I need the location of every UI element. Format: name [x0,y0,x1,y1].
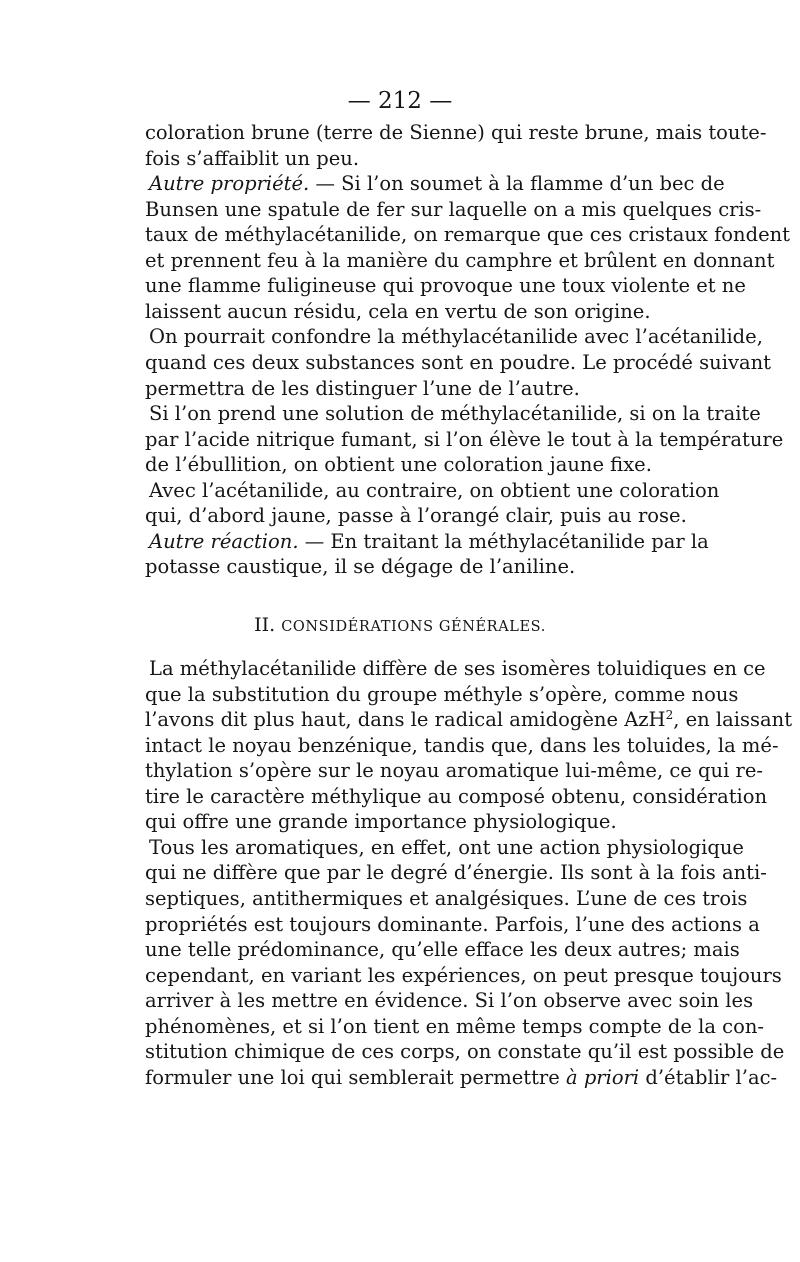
line-text: La méthylacétanilide diffère de ses isomères toluidiques en ce [149,657,766,680]
line-text: cependant, en variant les expériences, on peut presque toujours [145,963,782,987]
text-line [145,733,779,758]
line-text: propriétés est toujours dominante. Parfois, l’une des actions a [145,912,760,936]
line-text: qui, d’abord jaune, passe à l’orangé clair, puis au rose. [145,504,687,528]
text-line [145,784,768,809]
text-line [145,963,782,988]
line-text: Tous les aromatiques, en effet, ont une action physiologique [149,835,744,859]
line-text: formuler une loi qui semblerait permettre [145,1065,566,1089]
line-text: — Si l’on soumet à la flamme d’un bec de [309,172,725,196]
line-text: permettra de les distinguer l’une de l’autre. [145,376,580,400]
text-line [145,197,762,222]
text-line [145,937,740,962]
text-line [149,324,763,349]
text-line [145,376,680,401]
line-text: que la substitution du groupe méthyle s’opère, comme nous [145,682,739,706]
text-line [149,401,761,426]
text-line [145,1065,778,1090]
line-text: thylation s’opère sur le noyau aromatique lui-même, ce qui re- [145,759,763,783]
line-text: taux de méthylacétanilide, on remarque que ces cristaux fondent [145,223,791,247]
text-line [145,554,680,579]
line-text: l’avons dit plus haut, dans le radical amidogène AzH [145,708,666,732]
text-line [145,427,784,452]
text-line [149,529,709,554]
line-text: Bunsen une spatule de fer sur laquelle on a mis quelques cris- [145,197,762,221]
line-text: quand ces deux substances sont en poudre. Le procédé suivant [145,350,772,374]
line-text: intact le noyau benzénique, tandis que, dans les toluides, la mé- [145,733,779,757]
text-line [145,682,739,707]
text-line [145,1014,764,1039]
text-line [145,707,793,732]
text-line [145,248,775,273]
text-line [145,988,754,1013]
line-text: tire le caractère méthylique au composé obtenu, considération [145,784,768,808]
line-text: qui ne diffère que par le degré d’énergie. Ils sont à la fois anti- [145,861,767,885]
italic-term: à priori [566,1065,640,1089]
text-line [145,758,763,783]
section-title: CONSIDÉRATIONS GÉNÉRALES. [281,619,546,635]
text-line [149,656,766,681]
text-line [145,912,760,937]
line-text: stitution chimique de ces corps, on constate qu’il est possible de [145,1040,785,1064]
line-text: septiques, antithermiques et analgésiques. L’une de ces trois [145,886,748,910]
text-line [145,809,680,834]
line-text: laissent aucun résidu, cela en vertu de son origine. [145,299,651,323]
line-text-after: d’établir l’ac- [639,1065,778,1089]
line-text: une telle prédominance, qu’elle efface les deux autres; mais [145,938,740,962]
page-number-header: — 212 — [347,88,453,114]
text-line [145,860,767,885]
text-line [145,120,767,145]
line-text: qui offre une grande importance physiologique. [145,810,617,834]
text-line [145,452,680,477]
text-line [149,835,744,860]
italic-lead: Autre réaction. [149,529,299,553]
line-text-after: , en laissant [673,708,793,732]
line-text: phénomènes, et si l’on tient en même temps compte de la con- [145,1014,764,1038]
text-line [145,146,680,171]
text-line [145,273,746,298]
line-text: de l’ébullition, on obtient une coloration jaune fixe. [145,453,652,477]
line-text: et prennent feu à la manière du camphre et brûlent en donnant [145,248,775,272]
line-text: potasse caustique, il se dégage de l’aniline. [145,555,576,579]
line-text: Si l’on prend une solution de méthylacétanilide, si on la traite [149,402,761,426]
line-text: Avec l’acétanilide, au contraire, on obtient une coloration [149,478,720,502]
text-line [149,171,725,196]
line-text: arriver à les mettre en évidence. Si l’on observe avec soin les [145,989,754,1013]
line-text: une flamme fuligineuse qui provoque une toux violente et ne [145,274,746,298]
text-line [149,478,720,503]
line-text: — En traitant la méthylacétanilide par la [298,529,709,553]
section-heading [0,612,800,640]
line-text: fois s’affaiblit un peu. [145,146,360,170]
italic-lead: Autre propriété. [149,172,310,196]
text-line [145,222,791,247]
text-line [145,886,748,911]
text-line [145,503,687,528]
section-number: II. [254,614,276,636]
line-text: coloration brune (terre de Sienne) qui reste brune, mais toute- [145,121,767,144]
text-line [145,1039,785,1064]
superscript: 2 [665,708,674,723]
line-text: On pourrait confondre la méthylacétanilide avec l’acétanilide, [149,325,763,349]
line-text: par l’acide nitrique fumant, si l’on élève le tout à la température [145,427,784,451]
text-line [145,350,772,375]
text-line [145,299,680,324]
